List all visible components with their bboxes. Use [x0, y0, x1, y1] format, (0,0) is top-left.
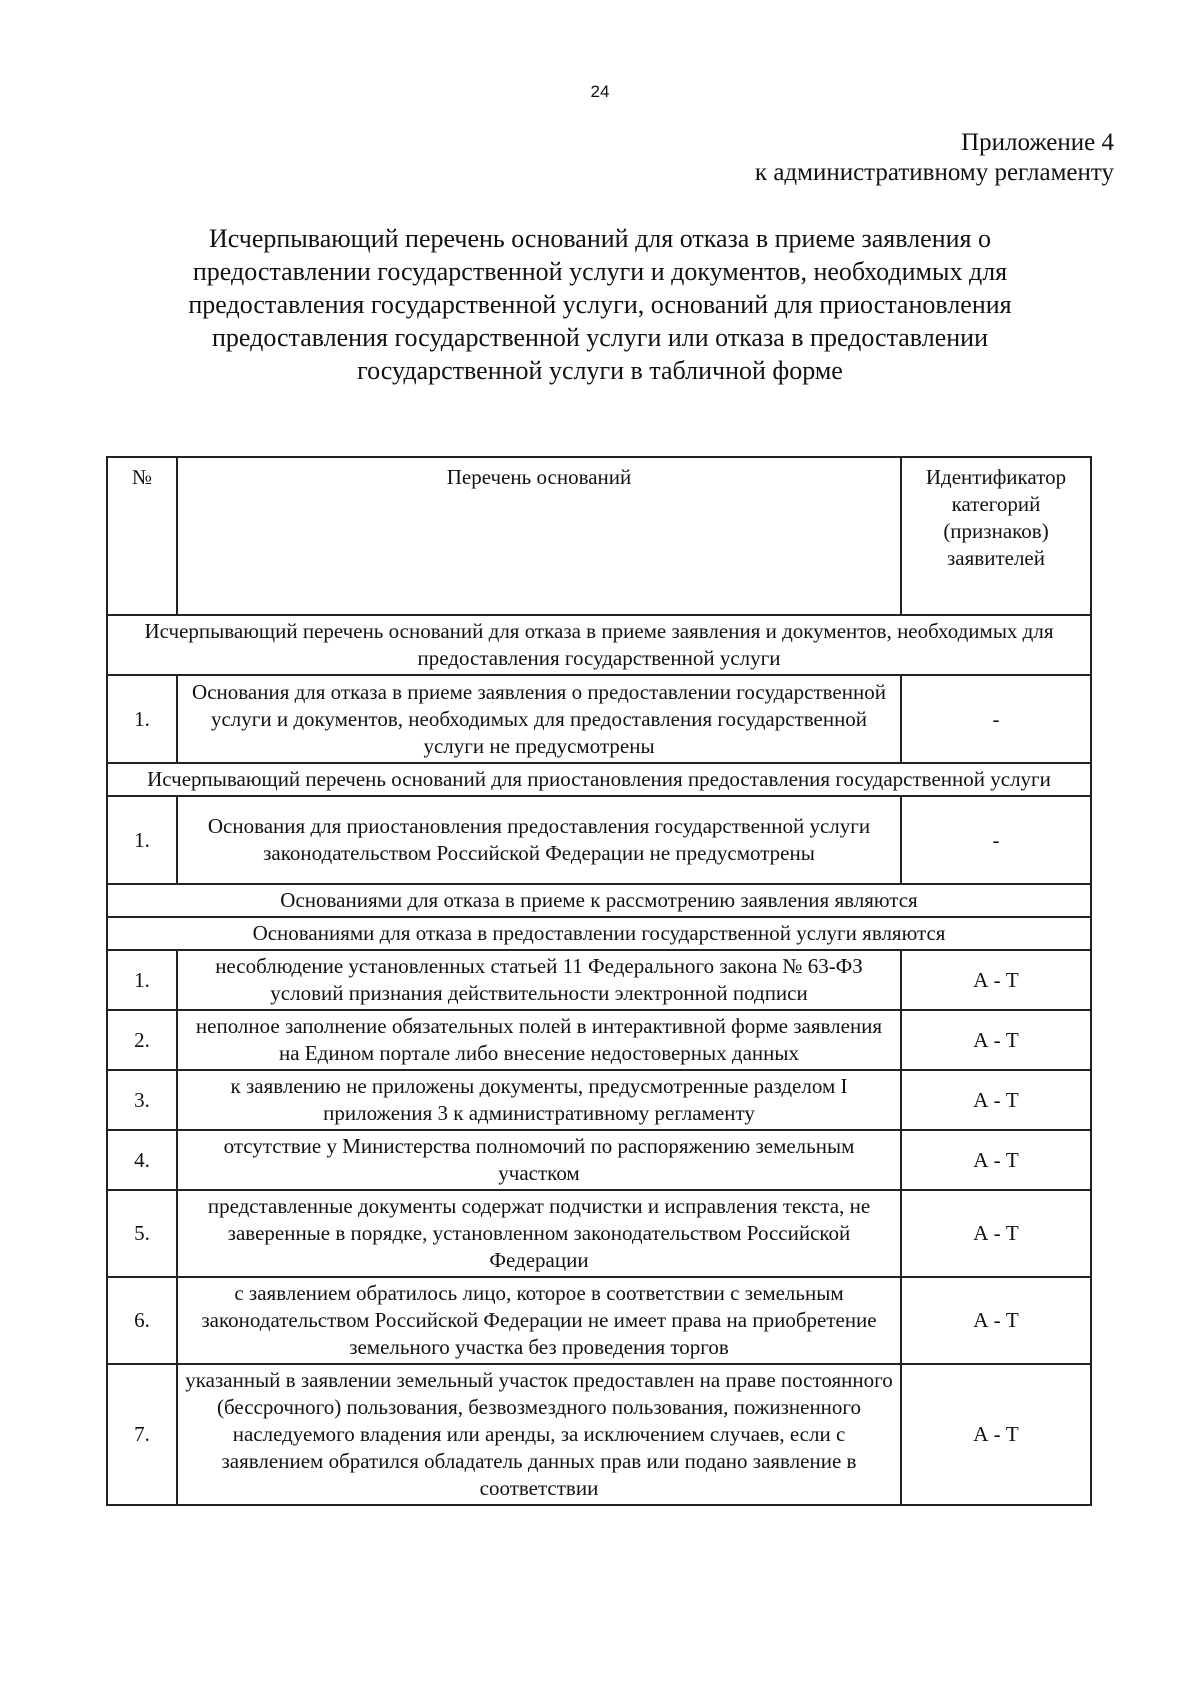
table-row	[107, 796, 1091, 884]
header-grounds: Перечень оснований	[177, 457, 901, 615]
row-number: 7.	[107, 1364, 177, 1505]
row-number: 4.	[107, 1130, 177, 1190]
appendix-label: Приложение 4	[961, 129, 1114, 156]
table-row	[107, 950, 1091, 1010]
row-identifier: А - Т	[901, 1070, 1091, 1130]
section-row	[107, 884, 1091, 917]
section-title-suspension: Исчерпывающий перечень оснований для приостановления предоставления государственной услуги	[107, 763, 1091, 796]
row-identifier: А - Т	[901, 1190, 1091, 1277]
row-text: несоблюдение установленных статьей 11 Федерального закона № 63-ФЗ условий признания действительности электронной подписи	[177, 950, 901, 1010]
document-title: Исчерпывающий перечень оснований для отказа в приеме заявления о предоставлении государственной услуги и документов, необходимых для предоставления государственной услуги, оснований для приостановления предоставления государственной услуги или отказа в предоставлении государственной услуги в табличной форме	[188, 224, 1012, 385]
table-header-row	[107, 457, 1091, 615]
row-identifier: А - Т	[901, 1010, 1091, 1070]
table-row	[107, 1190, 1091, 1277]
row-number: 5.	[107, 1190, 177, 1277]
section-row	[107, 615, 1091, 675]
table-row	[107, 1364, 1091, 1505]
row-text: указанный в заявлении земельный участок предоставлен на праве постоянного (бессрочного) пользования, безвозмездного пользования, пожизненного наследуемого владения или аренды, за исключением случаев, если с заявлением обратился обладатель данных прав или подано заявление в соответствии	[177, 1364, 901, 1505]
section-row	[107, 917, 1091, 950]
row-number: 1.	[107, 675, 177, 763]
row-identifier: А - Т	[901, 1277, 1091, 1364]
table-row	[107, 675, 1091, 763]
row-text: Основания для отказа в приеме заявления о предоставлении государственной услуги и документов, необходимых для предоставления государственной услуги не предусмотрены	[177, 675, 901, 763]
header-identifier: Идентификатор категорий (признаков) заявителей	[901, 457, 1091, 615]
grounds-table	[106, 456, 1092, 1506]
row-identifier: -	[901, 796, 1091, 884]
section-title-refusal-service: Основаниями для отказа в предоставлении государственной услуги являются	[107, 917, 1091, 950]
row-identifier: -	[901, 675, 1091, 763]
row-text: отсутствие у Министерства полномочий по распоряжению земельным участком	[177, 1130, 901, 1190]
row-number: 1.	[107, 950, 177, 1010]
appendix-reference: к административному регламенту	[754, 159, 1114, 186]
row-number: 2.	[107, 1010, 177, 1070]
section-title-refusal-acceptance: Исчерпывающий перечень оснований для отказа в приеме заявления и документов, необходимых для предоставления государственной услуги	[107, 615, 1091, 675]
row-number: 6.	[107, 1277, 177, 1364]
table-row	[107, 1277, 1091, 1364]
row-number: 3.	[107, 1070, 177, 1130]
section-title-refusal-consideration: Основаниями для отказа в приеме к рассмотрению заявления являются	[107, 884, 1091, 917]
row-identifier: А - Т	[901, 1364, 1091, 1505]
row-number: 1.	[107, 796, 177, 884]
appendix-header	[755, 128, 1114, 188]
table-row	[107, 1070, 1091, 1130]
row-text: неполное заполнение обязательных полей в интерактивной форме заявления на Едином портале либо внесение недостоверных данных	[177, 1010, 901, 1070]
row-text: с заявлением обратилось лицо, которое в соответствии с земельным законодательством Российской Федерации не имеет права на приобретение земельного участка без проведения торгов	[177, 1277, 901, 1364]
section-row	[107, 763, 1091, 796]
row-text: к заявлению не приложены документы, предусмотренные разделом I приложения 3 к административному регламенту	[177, 1070, 901, 1130]
row-text: Основания для приостановления предоставления государственной услуги законодательством Российской Федерации не предусмотрены	[177, 796, 901, 884]
header-number: №	[107, 457, 177, 615]
row-identifier: А - Т	[901, 950, 1091, 1010]
page-number: 24	[590, 82, 610, 101]
row-text: представленные документы содержат подчистки и исправления текста, не заверенные в порядке, установленном законодательством Российской Федерации	[177, 1190, 901, 1277]
table-row	[107, 1010, 1091, 1070]
table-row	[107, 1130, 1091, 1190]
row-identifier: А - Т	[901, 1130, 1091, 1190]
